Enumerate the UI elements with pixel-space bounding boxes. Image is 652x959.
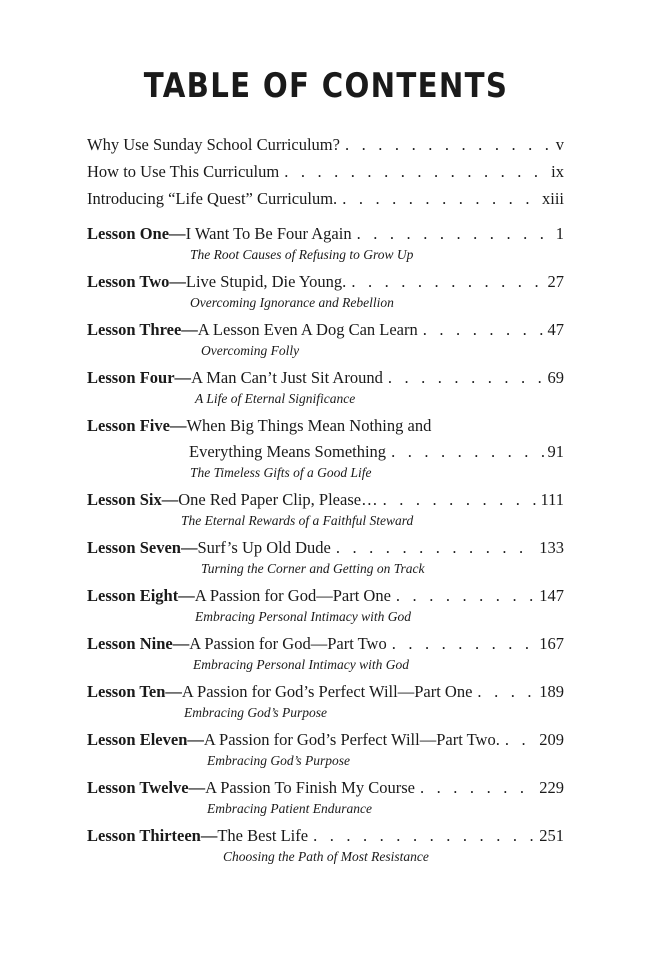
- lesson-subtitle: A Life of Eternal Significance: [195, 391, 356, 406]
- lesson-title: When Big Things Mean Nothing and: [186, 416, 432, 435]
- toc-lesson-entry[interactable]: [87, 583, 564, 627]
- lesson-title: The Best Life: [217, 826, 309, 845]
- dot-leader: [500, 727, 536, 753]
- toc-page-number: xiii: [541, 189, 564, 208]
- toc-intro-entry[interactable]: [87, 186, 564, 213]
- lesson-label: Lesson Three—: [87, 320, 198, 339]
- toc-page-number: v: [555, 135, 564, 154]
- dot-leader: [418, 317, 545, 343]
- toc-lesson-entry[interactable]: [87, 487, 564, 531]
- dot-leader: [415, 775, 536, 801]
- toc-entry-title: Why Use Sunday School Curriculum?: [87, 135, 340, 154]
- toc-lesson-entry[interactable]: [87, 775, 564, 819]
- dot-leader: [352, 221, 553, 247]
- toc-lesson-entry[interactable]: [87, 727, 564, 771]
- lesson-label: Lesson Thirteen—: [87, 826, 218, 845]
- page-title: TABLE OF CONTENTS: [143, 66, 509, 106]
- toc-lesson-entry[interactable]: [87, 317, 564, 361]
- toc-page-number: 69: [547, 368, 564, 387]
- lesson-title: I Want To Be Four Again: [185, 224, 352, 243]
- dot-leader: [383, 365, 545, 391]
- toc-page-number: 47: [547, 320, 564, 339]
- lesson-label: Lesson Four—: [87, 368, 192, 387]
- lesson-title: One Red Paper Clip, Please…: [178, 490, 378, 509]
- toc-page-number: 209: [539, 730, 564, 749]
- lesson-label: Lesson Eight—: [87, 586, 195, 605]
- toc-lesson-entry[interactable]: [87, 535, 564, 579]
- lesson-title: A Passion for God—Part One: [194, 586, 391, 605]
- lesson-label: Lesson Ten—: [87, 682, 182, 701]
- dot-leader: [378, 487, 538, 513]
- dot-leader: [279, 159, 548, 185]
- lesson-label: Lesson One—: [87, 224, 186, 243]
- lesson-label: Lesson Five—: [87, 416, 187, 435]
- dot-leader: [340, 132, 553, 158]
- toc-intro-entry[interactable]: [87, 159, 564, 186]
- lesson-label: Lesson Two—: [87, 272, 186, 291]
- toc-page-number: 251: [539, 826, 564, 845]
- toc-entry-title: Introducing “Life Quest” Curriculum.: [87, 189, 338, 208]
- toc-page-number: 133: [539, 538, 564, 557]
- toc-lesson-entry[interactable]: [87, 365, 564, 409]
- lesson-subtitle: Embracing God’s Purpose: [184, 705, 327, 720]
- toc-page-number: 1: [555, 224, 564, 243]
- lesson-title: Live Stupid, Die Young.: [185, 272, 347, 291]
- lesson-subtitle: Embracing Patient Endurance: [207, 801, 372, 816]
- lesson-label: Lesson Eleven—: [87, 730, 204, 749]
- lesson-subtitle: Embracing Personal Intimacy with God: [193, 657, 409, 672]
- toc-lesson-entry[interactable]: [87, 413, 564, 483]
- lesson-label: Lesson Seven—: [87, 538, 198, 557]
- lesson-label: Lesson Twelve—: [87, 778, 206, 797]
- lesson-subtitle: The Timeless Gifts of a Good Life: [190, 465, 372, 480]
- lesson-title: A Man Can’t Just Sit Around: [191, 368, 383, 387]
- dot-leader: [346, 269, 544, 295]
- toc-page-number: 147: [539, 586, 564, 605]
- dot-leader: [331, 535, 536, 561]
- lesson-subtitle: Overcoming Ignorance and Rebellion: [190, 295, 394, 310]
- lesson-subtitle: Choosing the Path of Most Resistance: [223, 849, 429, 864]
- dot-leader: [387, 631, 537, 657]
- toc-page-number: 91: [547, 442, 564, 461]
- table-of-contents: [87, 132, 564, 867]
- dot-leader: [337, 186, 539, 212]
- toc-page-number: 167: [539, 634, 564, 653]
- lesson-title: A Passion for God’s Perfect Will—Part Two.: [203, 730, 500, 749]
- lesson-subtitle: Turning the Corner and Getting on Track: [201, 561, 425, 576]
- lesson-title: Surf’s Up Old Dude: [197, 538, 331, 557]
- toc-page-number: 189: [539, 682, 564, 701]
- lesson-label: Lesson Nine—: [87, 634, 190, 653]
- lesson-subtitle: Embracing Personal Intimacy with God: [195, 609, 411, 624]
- toc-intro-entry[interactable]: [87, 132, 564, 159]
- toc-page-number: 111: [540, 490, 564, 509]
- lesson-subtitle: Embracing God’s Purpose: [207, 753, 350, 768]
- lesson-title: A Passion To Finish My Course: [205, 778, 415, 797]
- dot-leader: [391, 583, 536, 609]
- toc-lesson-entry[interactable]: [87, 679, 564, 723]
- toc-page-number: ix: [551, 162, 564, 181]
- lesson-label: Lesson Six—: [87, 490, 179, 509]
- lesson-subtitle: The Eternal Rewards of a Faithful Steward: [181, 513, 414, 528]
- toc-page-number: 27: [547, 272, 564, 291]
- toc-lesson-entry[interactable]: [87, 631, 564, 675]
- lesson-subtitle: Overcoming Folly: [201, 343, 300, 358]
- lesson-subtitle: The Root Causes of Refusing to Grow Up: [190, 247, 414, 262]
- dot-leader: [472, 679, 536, 705]
- toc-lesson-entry[interactable]: [87, 221, 564, 265]
- lesson-title: A Passion for God—Part Two: [189, 634, 387, 653]
- dot-leader: [386, 439, 544, 465]
- lesson-title: A Lesson Even A Dog Can Learn: [197, 320, 418, 339]
- toc-entry-title: How to Use This Curriculum: [87, 162, 280, 181]
- lesson-title-continued: Everything Means Something: [189, 442, 387, 461]
- lesson-title: A Passion for God’s Perfect Will—Part One: [181, 682, 473, 701]
- dot-leader: [308, 823, 536, 849]
- toc-lesson-entry[interactable]: [87, 269, 564, 313]
- toc-lesson-entry[interactable]: [87, 823, 564, 867]
- toc-page-number: 229: [539, 778, 564, 797]
